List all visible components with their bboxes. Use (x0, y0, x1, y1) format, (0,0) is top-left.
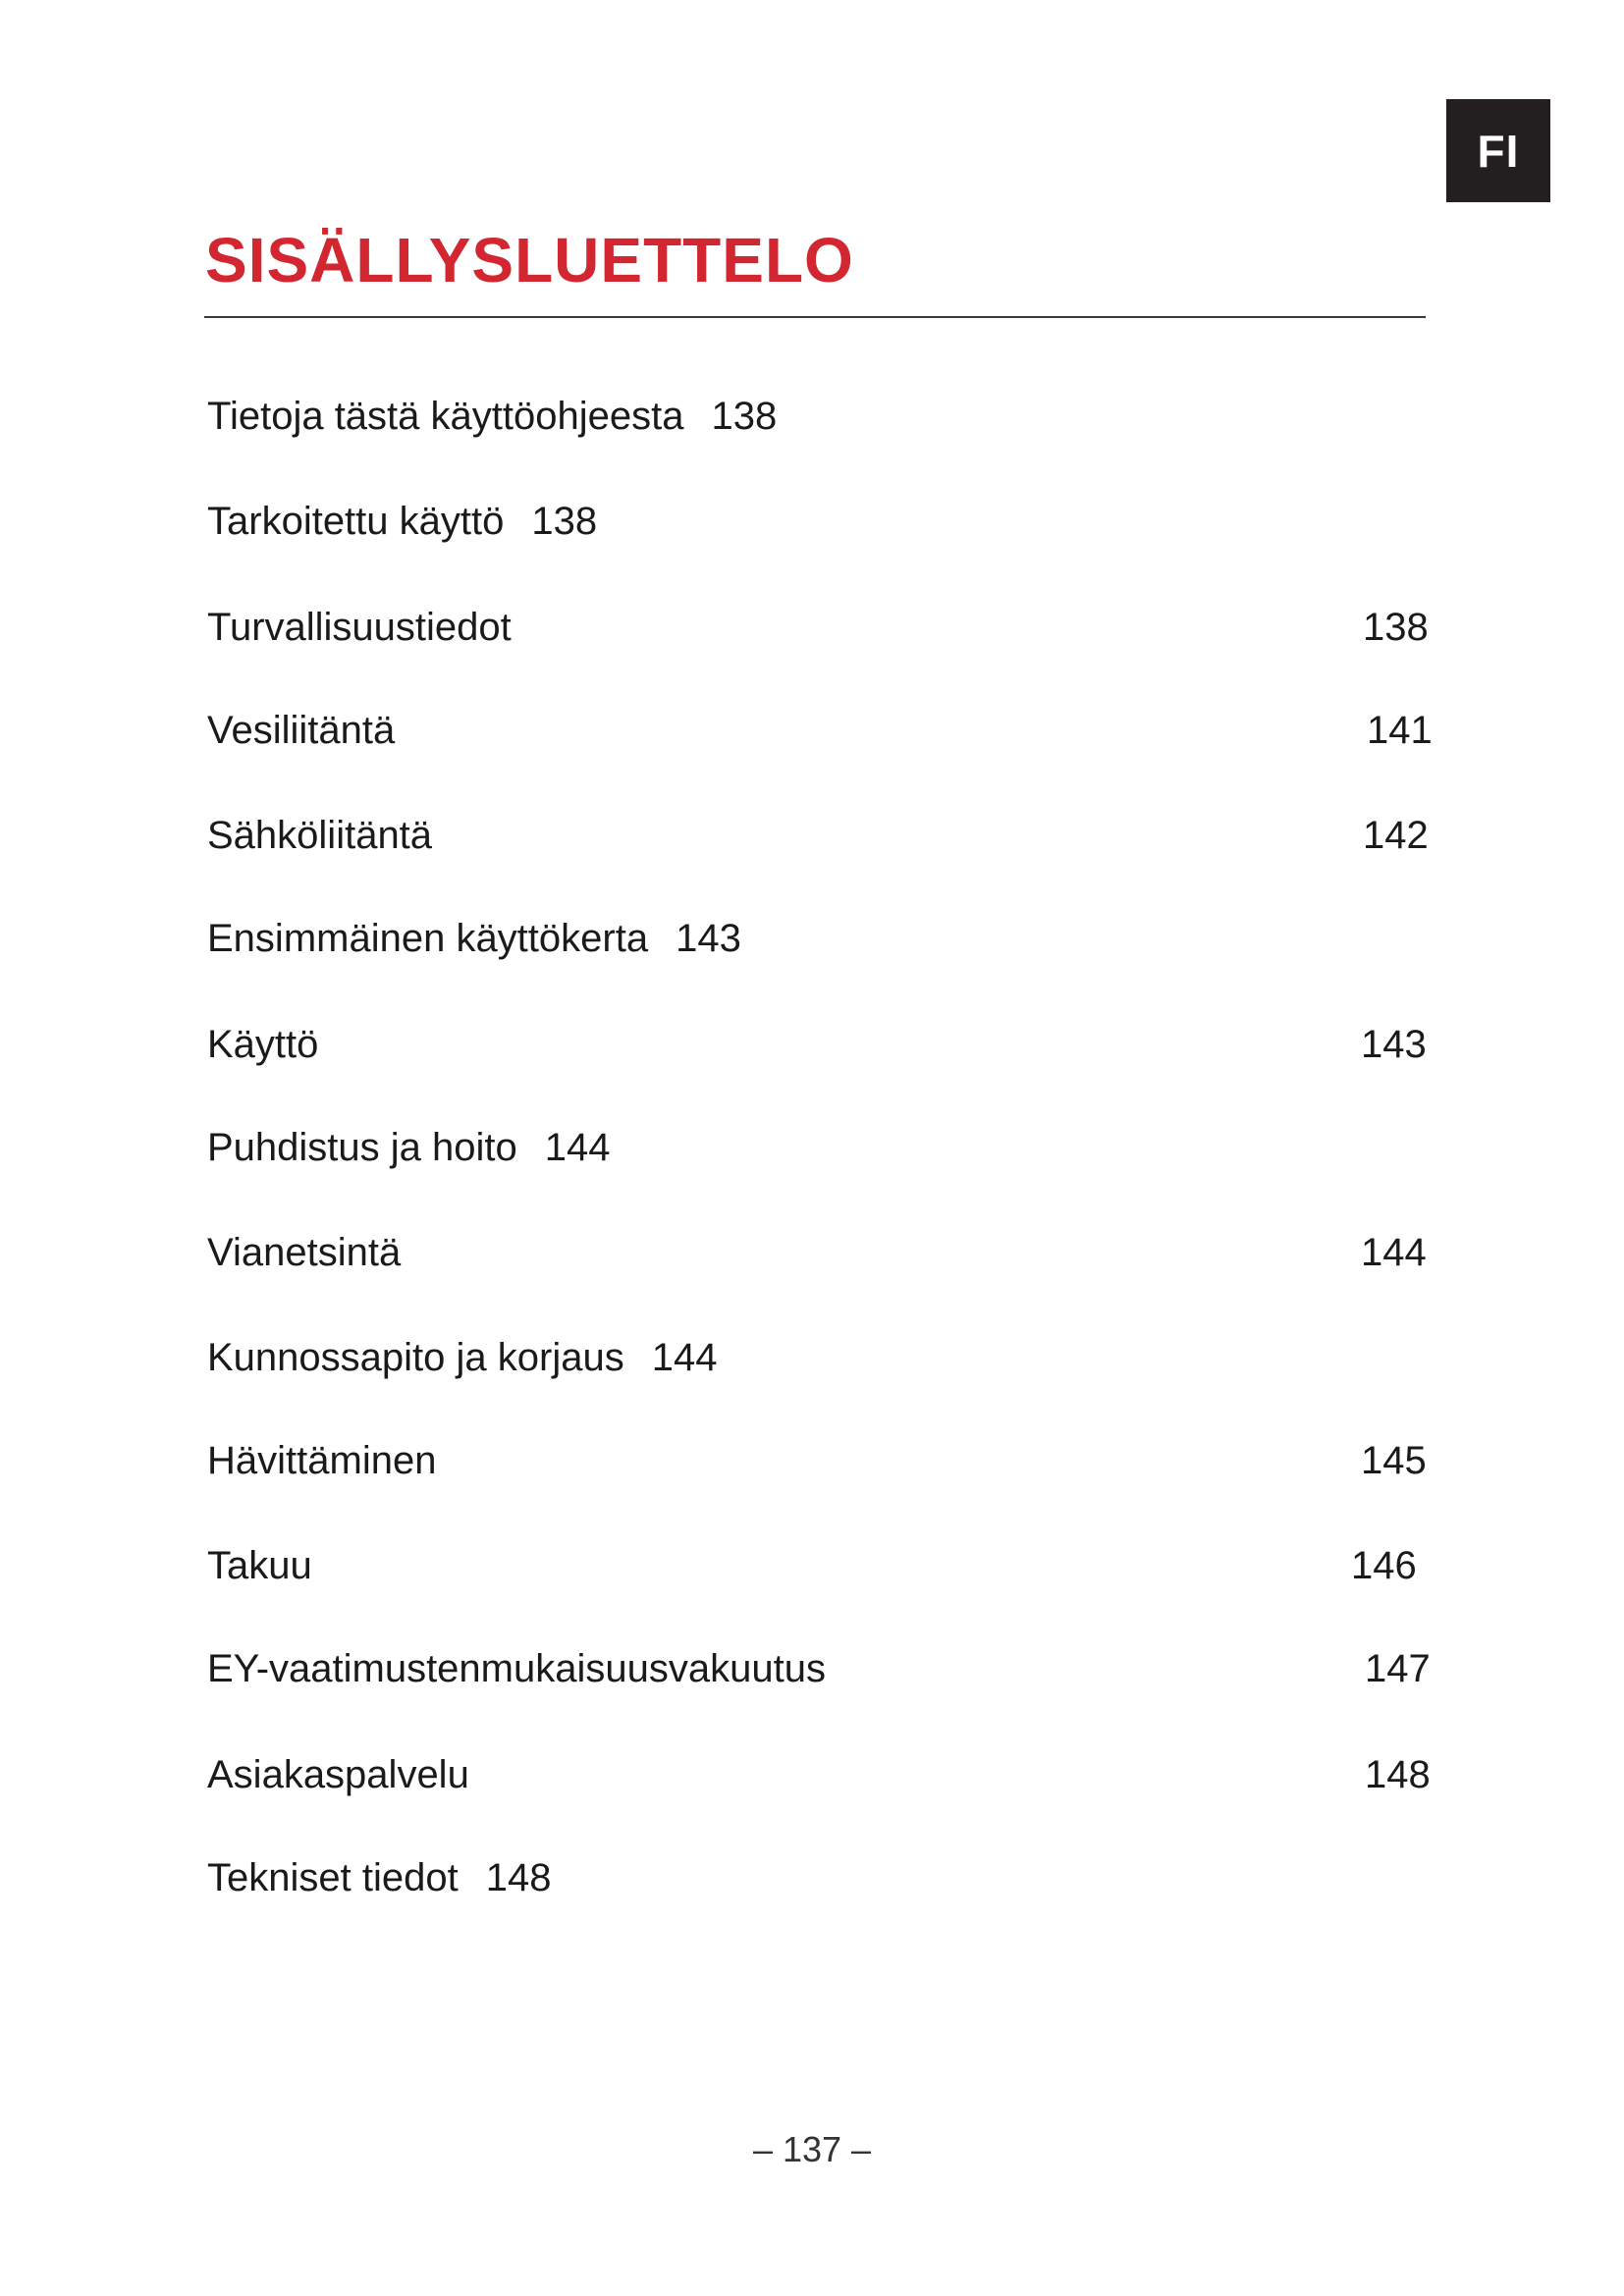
language-badge: FI (1446, 99, 1550, 202)
toc-entry-title: Tarkoitettu käyttö (207, 500, 505, 543)
toc-entry-title: Sähköliitäntä (207, 814, 433, 857)
toc-entry-page: 148 (485, 1856, 552, 1899)
toc-entry-page: 144 (1361, 1231, 1427, 1274)
toc-entry-kunnossapito-ja-korjaus[interactable] (207, 1328, 1435, 1387)
toc-entry-page: 138 (531, 500, 598, 543)
toc-entry-sahkoliitanta[interactable] (207, 806, 1435, 865)
toc-entry-page: 138 (1363, 606, 1429, 649)
toc-entry-title: Kunnossapito ja korjaus (207, 1336, 624, 1379)
toc-entry-title: Tekniset tiedot (207, 1856, 459, 1899)
toc-entry-havittaminen[interactable] (207, 1431, 1435, 1490)
toc-entry-title: Asiakaspalvelu (207, 1753, 469, 1796)
toc-entry-page: 143 (1361, 1023, 1427, 1066)
toc-entry-title: Puhdistus ja hoito (207, 1126, 517, 1169)
toc-entry-kaytto[interactable] (207, 1015, 1435, 1074)
toc-entry-title: Tietoja tästä käyttöohjeesta (207, 395, 684, 438)
toc-entry-turvallisuustiedot[interactable] (207, 598, 1435, 657)
toc-entry-title: Hävittäminen (207, 1439, 437, 1482)
toc-entry-tietoja[interactable] (207, 387, 1435, 446)
toc-entry-title: Vianetsintä (207, 1231, 402, 1274)
toc-entry-title: Ensimmäinen käyttökerta (207, 917, 649, 960)
toc-entry-page: 148 (1365, 1753, 1431, 1796)
toc-entry-ey-vaatimustenmukaisuusvakuutus[interactable] (207, 1639, 1435, 1698)
toc-entry-vesiliitanta[interactable] (207, 701, 1435, 760)
toc-entry-takuu[interactable] (207, 1536, 1435, 1595)
page-title: SISÄLLYSLUETTELO (205, 225, 854, 295)
toc-entry-title: Käyttö (207, 1023, 319, 1066)
toc-entry-ensimmainen-kayttokerta[interactable] (207, 909, 1435, 968)
toc-entry-page: 144 (544, 1126, 611, 1169)
toc-entry-page: 145 (1361, 1439, 1427, 1482)
toc-entry-page: 142 (1363, 814, 1429, 857)
toc-entry-page: 141 (1367, 709, 1433, 752)
toc-entry-page: 146 (1351, 1544, 1417, 1587)
toc-entry-page: 138 (711, 395, 778, 438)
page-number: – 137 – (752, 2129, 872, 2169)
toc-entry-asiakaspalvelu[interactable] (207, 1745, 1435, 1804)
toc-entry-tarkoitettu-kaytto[interactable] (207, 492, 1435, 551)
toc-entry-title: Takuu (207, 1544, 312, 1587)
toc-entry-title: Turvallisuustiedot (207, 606, 512, 649)
toc-entry-title: EY-vaatimustenmukaisuusvakuutus (207, 1647, 826, 1690)
toc-entry-page: 147 (1365, 1647, 1431, 1690)
toc-entry-puhdistus-ja-hoito[interactable] (207, 1118, 1435, 1177)
toc-entry-vianetsinta[interactable] (207, 1223, 1435, 1282)
toc-entry-page: 144 (651, 1336, 718, 1379)
toc-entry-tekniset-tiedot[interactable] (207, 1848, 1435, 1907)
toc-entry-page: 143 (676, 917, 741, 960)
toc-entry-title: Vesiliitäntä (207, 709, 396, 752)
